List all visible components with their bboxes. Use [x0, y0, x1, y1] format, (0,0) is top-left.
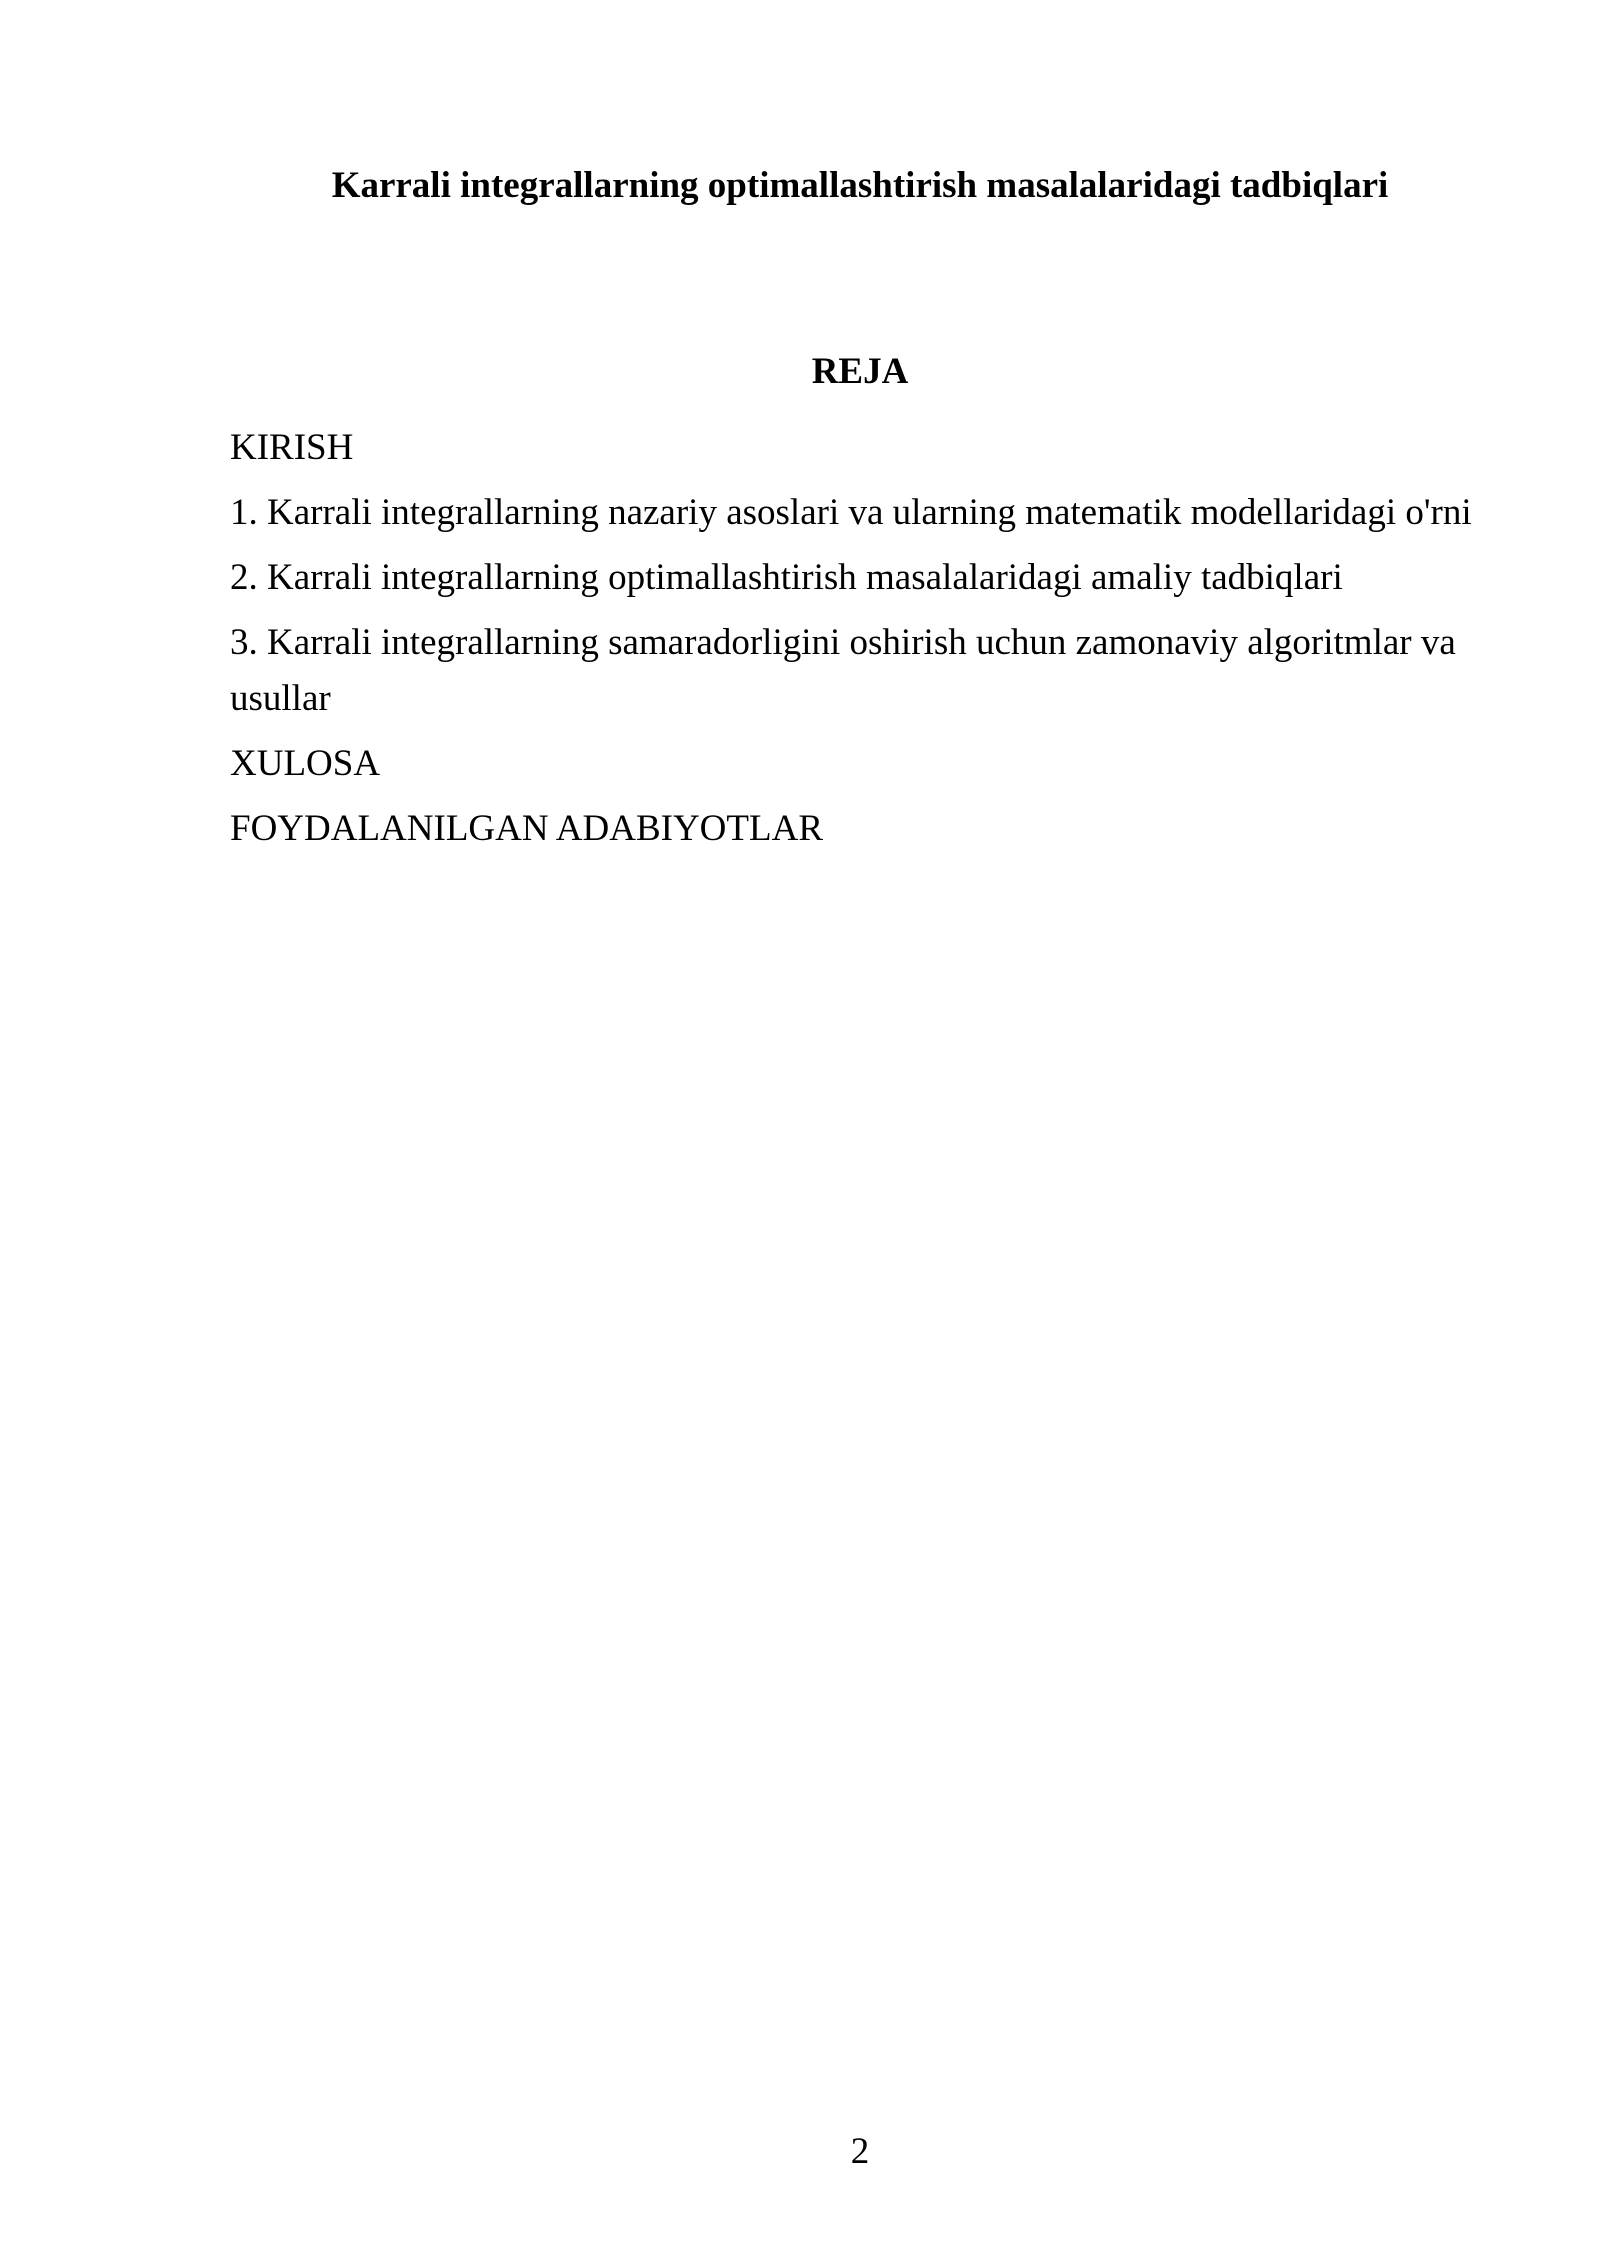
plan-item-chapter-1: 1. Karrali integrallarning nazariy asoslari va ularning matematik modellaridagi o'rni — [230, 492, 1472, 533]
plan-item-chapter-2: 2. Karrali integrallarning optimallashtirish masalalaridagi amaliy tadbiqlari — [230, 557, 1343, 598]
document-title: Karrali integrallarning optimallashtirish masalalaridagi tadbiqlari — [331, 165, 1389, 206]
plan-item-chapter-3: 3. Karrali integrallarning samaradorligini oshirish uchun zamonaviy algoritmlar va usullar — [230, 622, 1456, 719]
page-number: 2 — [850, 2131, 870, 2172]
plan-item-conclusion: XULOSA — [230, 743, 381, 784]
plan-item-introduction: KIRISH — [230, 427, 354, 468]
plan-item-references: FOYDALANILGAN ADABIYOTLAR — [230, 808, 823, 849]
plan-list — [230, 420, 1490, 866]
plan-heading: REJA — [811, 351, 909, 392]
